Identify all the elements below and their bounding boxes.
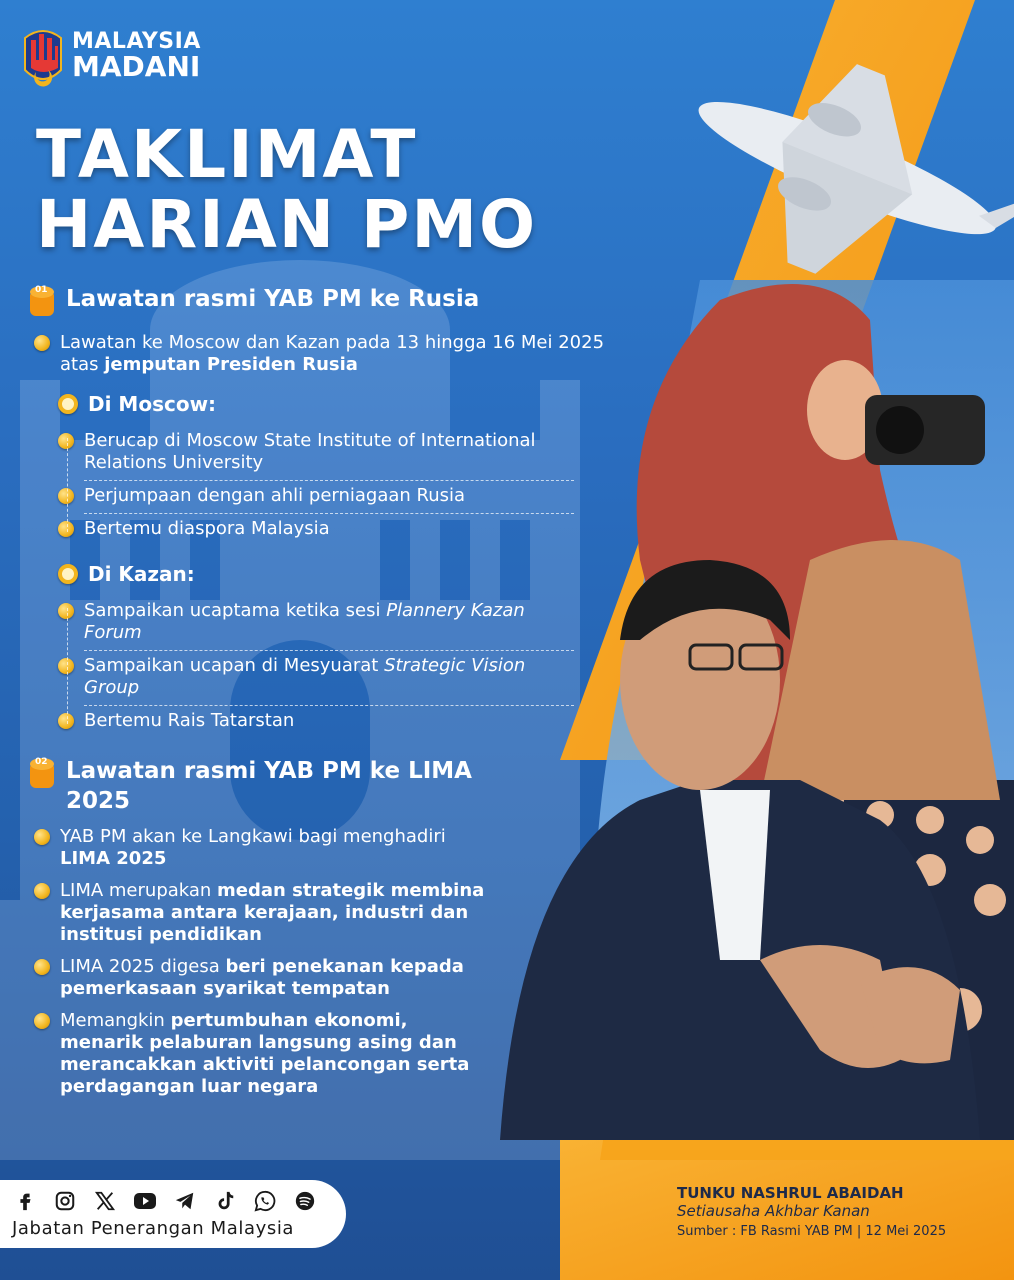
- lima-item-4: Memangkin: [60, 1010, 171, 1031]
- list-item: [58, 518, 618, 546]
- ring-bullet-icon: [58, 564, 78, 584]
- kazan-heading-text: Di Kazan:: [88, 562, 195, 586]
- section-badge-01: [28, 284, 56, 318]
- footer-social-bar: [0, 1180, 346, 1248]
- bullet-icon: [58, 603, 74, 619]
- kazan-item-1: Sampaikan ucaptama ketika sesi: [84, 600, 387, 621]
- divider: [84, 650, 574, 651]
- bullet-icon: [34, 883, 50, 899]
- moscow-subheading: [58, 392, 618, 416]
- divider: [84, 513, 574, 514]
- social-icons: [12, 1188, 318, 1214]
- telegram-icon[interactable]: [172, 1188, 198, 1214]
- moscow-item-2: Perjumpaan dengan ahli perniagaan Rusia: [84, 485, 466, 506]
- moscow-item-1: Berucap di Moscow State Institute of International Relations University: [84, 430, 536, 473]
- page-title: [36, 116, 538, 263]
- intro-bold: jemputan Presiden Rusia: [104, 354, 358, 375]
- moscow-list: [28, 430, 618, 546]
- whatsapp-icon[interactable]: [252, 1188, 278, 1214]
- list-item: [58, 600, 618, 650]
- bullet-icon: [34, 1013, 50, 1029]
- list-item: [34, 1010, 618, 1098]
- youtube-icon[interactable]: [132, 1188, 158, 1214]
- list-item: [58, 430, 618, 480]
- credit-role: Setiausaha Akhbar Kanan: [677, 1202, 870, 1220]
- lima-item-2: LIMA merupakan: [60, 880, 218, 901]
- bullet-icon: [34, 335, 50, 351]
- list-item: [58, 655, 618, 705]
- logo-line-madani: MADANI: [72, 50, 201, 83]
- bullet-icon: [58, 713, 74, 729]
- section-1-intro: [34, 332, 618, 376]
- dashed-connector: [67, 608, 68, 724]
- department-name: Jabatan Penerangan Malaysia: [12, 1218, 295, 1239]
- section-badge-number: 01: [35, 285, 48, 295]
- list-item: [34, 880, 618, 946]
- divider: [84, 480, 574, 481]
- list-item: [34, 956, 618, 1000]
- bullet-icon: [34, 959, 50, 975]
- kazan-item-2-italic: Strategic Vision Group: [84, 655, 526, 698]
- dashed-connector: [67, 438, 68, 532]
- kazan-item-1-italic: Plannery Kazan Forum: [84, 600, 525, 643]
- madani-emblem-icon: [22, 24, 64, 88]
- intro-text: Lawatan ke Moscow dan Kazan pada 13 hingga 16 Mei 2025: [60, 332, 605, 353]
- bullet-icon: [58, 433, 74, 449]
- briefing-content: [28, 284, 618, 1098]
- malaysia-madani-logo: [22, 24, 201, 88]
- section-badge-number: 02: [35, 757, 48, 767]
- bullet-icon: [58, 658, 74, 674]
- bullet-icon: [58, 521, 74, 537]
- section-1-heading: Lawatan rasmi YAB PM ke Rusia: [66, 286, 480, 312]
- bullet-icon: [34, 829, 50, 845]
- kazan-list: [28, 600, 618, 738]
- intro-text-2: atas: [60, 354, 105, 375]
- lima-item-3: LIMA 2025 digesa: [60, 956, 226, 977]
- section-1-header: [28, 284, 618, 318]
- moscow-heading-text: Di Moscow:: [88, 392, 217, 416]
- facebook-icon[interactable]: [12, 1188, 38, 1214]
- lima-item-1-bold: LIMA 2025: [60, 848, 167, 869]
- x-icon[interactable]: [92, 1188, 118, 1214]
- credit-source: Sumber : FB Rasmi YAB PM | 12 Mei 2025: [677, 1224, 947, 1239]
- section-badge-02: [28, 756, 56, 790]
- credit-name: TUNKU NASHRUL ABAIDAH: [677, 1184, 904, 1202]
- kazan-subheading: [58, 562, 618, 586]
- title-line-2: HARIAN PMO: [36, 186, 538, 263]
- kazan-item-3: Bertemu Rais Tatarstan: [84, 710, 295, 731]
- lima-item-2-bold: medan strategik membina kerjasama antara kerajaan, industri dan institusi pendidikan: [60, 880, 485, 945]
- section-2-heading: Lawatan rasmi YAB PM ke LIMA 2025: [66, 758, 472, 814]
- list-item: [34, 826, 618, 870]
- lima-item-1: YAB PM akan ke Langkawi bagi menghadiri: [60, 826, 446, 847]
- list-item: [58, 710, 618, 738]
- kazan-item-2: Sampaikan ucapan di Mesyuarat: [84, 655, 385, 676]
- lima-item-4-bold: pertumbuhan ekonomi, menarik pelaburan langsung asing dan merancakkan aktiviti pelancongan serta perdagangan luar negara: [60, 1010, 470, 1097]
- lima-item-3-bold: beri penekanan kepada pemerkasaan syarikat tempatan: [60, 956, 464, 999]
- instagram-icon[interactable]: [52, 1188, 78, 1214]
- ring-bullet-icon: [58, 394, 78, 414]
- logo-line-malaysia: MALAYSIA: [72, 29, 201, 54]
- tiktok-icon[interactable]: [212, 1188, 238, 1214]
- bullet-icon: [58, 488, 74, 504]
- divider: [84, 705, 574, 706]
- moscow-item-3: Bertemu diaspora Malaysia: [84, 518, 330, 539]
- list-item: [58, 485, 618, 513]
- spotify-icon[interactable]: [292, 1188, 318, 1214]
- press-credit: [677, 1184, 946, 1239]
- section-2-header: [28, 756, 618, 816]
- title-line-1: TAKLIMAT: [36, 116, 418, 193]
